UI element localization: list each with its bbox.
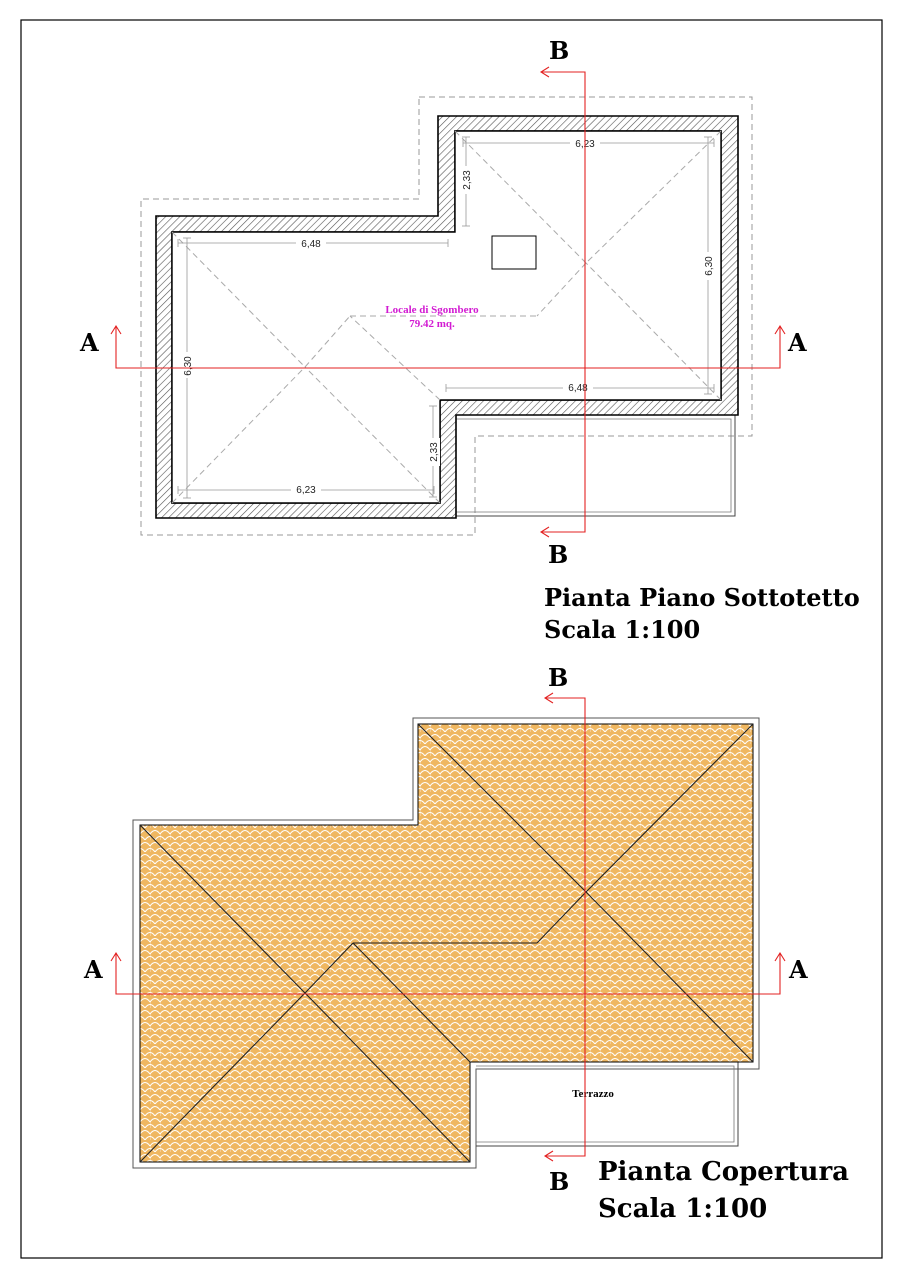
terrace-outline-inner [456, 419, 731, 512]
dim-top-left-width: 6,48 [301, 239, 321, 250]
room-area: 79.42 mq. [409, 318, 455, 330]
roof-section-b-top-label: B [548, 663, 569, 692]
section-a-right-label: A [788, 328, 807, 357]
dim-lower-step: 2,33 [429, 442, 440, 462]
roof-plan [83, 663, 849, 1224]
roof-section-a-left-label: A [84, 955, 103, 984]
roof-plan-scale: Scala 1:100 [598, 1194, 768, 1224]
dim-bottom-width: 6,23 [296, 485, 316, 496]
terrace-outline [456, 415, 735, 516]
room-name: Locale di Sgombero [385, 304, 479, 316]
roof-plan-title: Pianta Copertura [598, 1157, 849, 1187]
dim-middle-width: 6,48 [568, 383, 588, 394]
attic-plan-scale: Scala 1:100 [544, 615, 701, 644]
section-a-left-label: A [80, 328, 99, 357]
roof-terrace-outline-inner [476, 1066, 734, 1142]
roof-terrace-outline [476, 1062, 738, 1146]
dim-right-height: 6,30 [704, 256, 715, 276]
section-b-top-label: B [549, 36, 570, 65]
terrace-label: Terrazzo [572, 1088, 614, 1100]
roof-section-a-right-label: A [789, 955, 808, 984]
roof-section-b-bottom-label: B [549, 1167, 570, 1196]
chimney-opening [492, 236, 536, 269]
dim-top-right-width: 6,23 [575, 139, 595, 150]
dim-upper-step: 2,33 [462, 170, 473, 190]
attic-plan-title: Pianta Piano Sottotetto [544, 583, 860, 612]
section-b-bottom-label: B [548, 540, 569, 569]
attic-plan [79, 36, 860, 644]
dim-left-height: 6,30 [183, 356, 194, 376]
